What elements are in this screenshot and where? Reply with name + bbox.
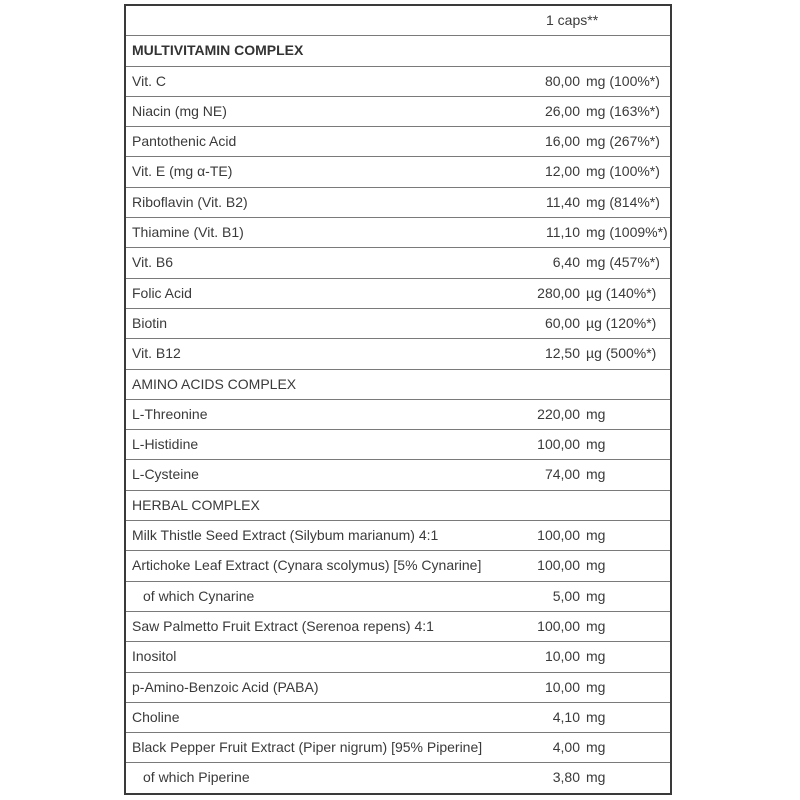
ingredient-amount: 280,00 xyxy=(511,278,580,308)
ingredient-amount: 12,50 xyxy=(511,339,580,369)
ingredient-name: Vit. B6 xyxy=(126,248,511,278)
table-row xyxy=(126,611,670,641)
ingredient-amount: 100,00 xyxy=(511,551,580,581)
ingredient-name: L-Histidine xyxy=(126,430,511,460)
table-row xyxy=(126,430,670,460)
ingredient-unit: mg xyxy=(580,430,670,460)
ingredient-unit: µg (140%*) xyxy=(580,278,670,308)
section-title: MULTIVITAMIN COMPLEX xyxy=(126,36,670,66)
table-row xyxy=(126,581,670,611)
ingredient-unit: mg xyxy=(580,399,670,429)
ingredient-amount: 4,10 xyxy=(511,702,580,732)
ingredient-amount: 12,00 xyxy=(511,157,580,187)
ingredient-unit: mg xyxy=(580,581,670,611)
ingredient-amount: 220,00 xyxy=(511,399,580,429)
ingredient-unit: mg xyxy=(580,611,670,641)
section-row xyxy=(126,369,670,399)
section-title: HERBAL COMPLEX xyxy=(126,490,670,520)
ingredient-unit: mg (457%*) xyxy=(580,248,670,278)
ingredient-amount: 100,00 xyxy=(511,521,580,551)
table-row xyxy=(126,733,670,763)
table-row xyxy=(126,399,670,429)
ingredient-unit: mg (163%*) xyxy=(580,96,670,126)
ingredient-name: L-Cysteine xyxy=(126,460,511,490)
ingredient-amount: 5,00 xyxy=(511,581,580,611)
ingredient-amount: 100,00 xyxy=(511,611,580,641)
ingredient-name: L-Threonine xyxy=(126,399,511,429)
ingredient-unit: mg xyxy=(580,642,670,672)
table-row xyxy=(126,187,670,217)
ingredient-name: Biotin xyxy=(126,308,511,338)
ingredient-amount: 80,00 xyxy=(511,66,580,96)
ingredient-amount: 100,00 xyxy=(511,430,580,460)
ingredient-amount: 26,00 xyxy=(511,96,580,126)
header-row xyxy=(126,6,670,36)
ingredient-name: Saw Palmetto Fruit Extract (Serenoa repens) 4:1 xyxy=(126,611,511,641)
table-row xyxy=(126,521,670,551)
table-row xyxy=(126,672,670,702)
ingredient-unit: mg xyxy=(580,672,670,702)
table-row xyxy=(126,66,670,96)
nutrition-table xyxy=(126,6,670,793)
ingredient-name: Choline xyxy=(126,702,511,732)
table-row xyxy=(126,308,670,338)
table-row xyxy=(126,702,670,732)
ingredient-amount: 16,00 xyxy=(511,127,580,157)
ingredient-unit: mg xyxy=(580,551,670,581)
ingredient-unit: mg xyxy=(580,733,670,763)
ingredient-amount: 10,00 xyxy=(511,672,580,702)
ingredient-unit: mg xyxy=(580,702,670,732)
ingredient-unit: mg (814%*) xyxy=(580,187,670,217)
ingredient-unit: mg (267%*) xyxy=(580,127,670,157)
table-row xyxy=(126,278,670,308)
ingredient-name: Artichoke Leaf Extract (Cynara scolymus) [5% Cynarine] xyxy=(126,551,511,581)
section-row xyxy=(126,490,670,520)
ingredient-name: p-Amino-Benzoic Acid (PABA) xyxy=(126,672,511,702)
section-row xyxy=(126,36,670,66)
section-title: AMINO ACIDS COMPLEX xyxy=(126,369,670,399)
ingredient-name: Niacin (mg NE) xyxy=(126,96,511,126)
ingredient-amount: 74,00 xyxy=(511,460,580,490)
table-row xyxy=(126,96,670,126)
ingredient-unit: mg (100%*) xyxy=(580,157,670,187)
ingredient-amount: 10,00 xyxy=(511,642,580,672)
ingredient-unit: µg (120%*) xyxy=(580,308,670,338)
supplement-facts-table xyxy=(124,4,672,795)
ingredient-unit: mg xyxy=(586,769,606,786)
ingredient-name: Vit. E (mg α-TE) xyxy=(126,157,511,187)
table-row xyxy=(126,763,670,793)
ingredient-name: Thiamine (Vit. B1) xyxy=(126,218,511,248)
ingredient-name: Black Pepper Fruit Extract (Piper nigrum) [95% Piperine] xyxy=(126,733,511,763)
ingredient-name: Vit. C xyxy=(126,66,511,96)
ingredient-name: Riboflavin (Vit. B2) xyxy=(126,187,511,217)
ingredient-name: Milk Thistle Seed Extract (Silybum marianum) 4:1 xyxy=(126,521,511,551)
ingredient-unit: mg xyxy=(580,460,670,490)
ingredient-amount: 11,40 xyxy=(511,187,580,217)
ingredient-name: Vit. B12 xyxy=(126,339,511,369)
ingredient-amount: 3,80 xyxy=(552,769,580,786)
ingredient-name: of which Cynarine xyxy=(126,581,511,611)
table-row xyxy=(126,218,670,248)
table-row xyxy=(126,642,670,672)
ingredient-name: Folic Acid xyxy=(126,278,511,308)
table-body xyxy=(126,6,670,793)
ingredient-amount: 4,00 xyxy=(511,733,580,763)
table-row xyxy=(126,248,670,278)
ingredient-unit: mg (1009%*) xyxy=(580,218,670,248)
ingredient-name: Pantothenic Acid xyxy=(126,127,511,157)
header-name-cell xyxy=(126,6,511,36)
ingredient-unit: mg (100%*) xyxy=(580,66,670,96)
ingredient-unit: µg (500%*) xyxy=(580,339,670,369)
serving-size-header: 1 caps** xyxy=(511,6,670,36)
ingredient-unit: mg xyxy=(580,521,670,551)
table-row xyxy=(126,460,670,490)
ingredient-name: of which Piperine xyxy=(143,769,250,786)
table-row xyxy=(126,551,670,581)
ingredient-name: Inositol xyxy=(126,642,511,672)
table-row xyxy=(126,339,670,369)
ingredient-amount: 6,40 xyxy=(511,248,580,278)
ingredient-amount: 11,10 xyxy=(511,218,580,248)
table-row xyxy=(126,157,670,187)
table-row xyxy=(126,127,670,157)
ingredient-amount: 60,00 xyxy=(511,308,580,338)
